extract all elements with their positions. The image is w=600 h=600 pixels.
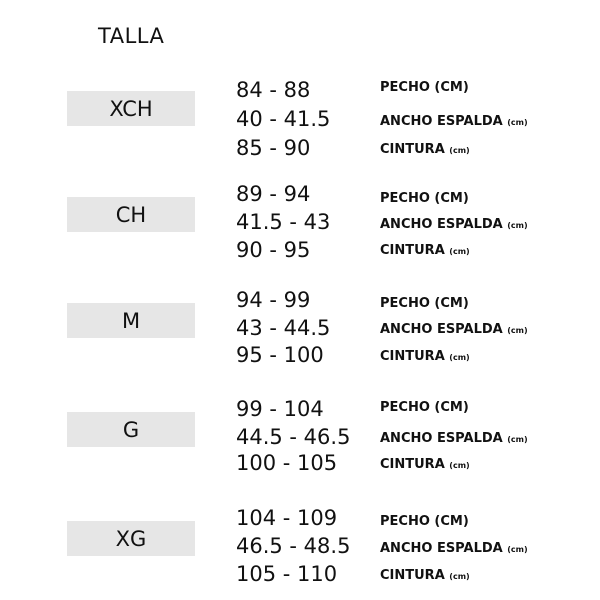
chest-value: 104 - 109 [236,506,338,530]
shoulder-label: ANCHO ESPALDA (cm) [380,217,528,232]
waist-value: 90 - 95 [236,238,311,262]
chest-value: 94 - 99 [236,288,311,312]
chest-label: PECHO (CM) [380,80,469,95]
shoulder-label: ANCHO ESPALDA (cm) [380,431,528,446]
chest-label: PECHO (CM) [380,514,469,529]
size-block-g [0,397,600,487]
size-block-m [0,288,600,378]
chest-value: 89 - 94 [236,182,311,206]
shoulder-label: ANCHO ESPALDA (cm) [380,322,528,337]
chest-label: PECHO (CM) [380,296,469,311]
waist-value: 100 - 105 [236,451,338,475]
chest-value: 99 - 104 [236,397,324,421]
shoulder-label: ANCHO ESPALDA (cm) [380,114,528,129]
chest-label: PECHO (CM) [380,191,469,206]
chest-label: PECHO (CM) [380,400,469,415]
shoulder-value: 44.5 - 46.5 [236,425,351,449]
size-label: XG [67,521,195,556]
size-label: CH [67,197,195,232]
waist-label: CINTURA (cm) [380,243,470,258]
shoulder-value: 41.5 - 43 [236,210,331,234]
size-block-xg [0,506,600,596]
shoulder-value: 46.5 - 48.5 [236,534,351,558]
shoulder-label: ANCHO ESPALDA (cm) [380,541,528,556]
size-label: G [67,412,195,447]
waist-label: CINTURA (cm) [380,142,470,157]
size-label: XCH [67,91,195,126]
shoulder-value: 43 - 44.5 [236,316,331,340]
chest-value: 84 - 88 [236,78,311,102]
size-block-ch [0,182,600,272]
waist-label: CINTURA (cm) [380,568,470,583]
waist-label: CINTURA (cm) [380,457,470,472]
page-title: TALLA [98,24,165,48]
waist-value: 85 - 90 [236,136,311,160]
waist-value: 105 - 110 [236,562,338,586]
waist-label: CINTURA (cm) [380,349,470,364]
waist-value: 95 - 100 [236,343,324,367]
size-label: M [67,303,195,338]
shoulder-value: 40 - 41.5 [236,107,331,131]
size-block-xch [0,78,600,168]
